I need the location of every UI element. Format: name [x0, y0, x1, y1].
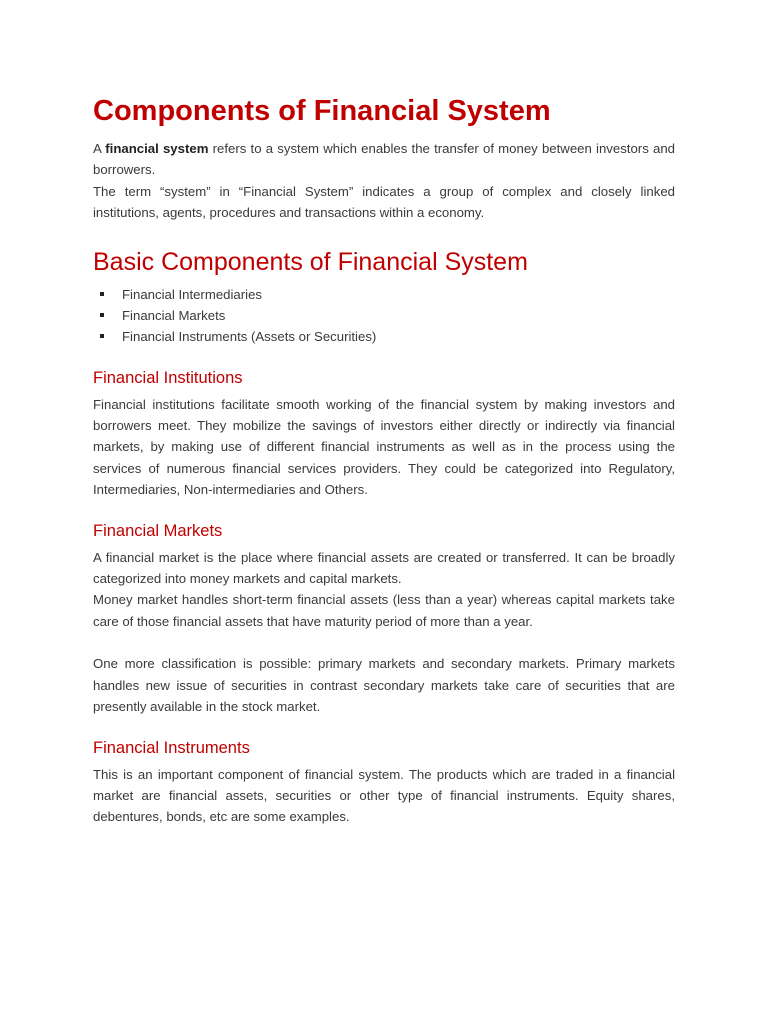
intro-paragraph-2: The term “system” in “Financial System” indicates a group of complex and closely linked institutions, agents, procedures and transactions within a economy.	[93, 183, 675, 221]
instruments-paragraph: This is an important component of financial system. The products which are traded in a financial market are financial assets, securities or other type of financial instruments. Equity shares, debentures, bonds, etc are some examples.	[93, 766, 675, 825]
institutions-heading: Financial Institutions	[93, 368, 243, 387]
instruments-heading: Financial Instruments	[93, 738, 250, 757]
intro-prefix: A	[93, 141, 106, 156]
intro-rest: refers to a system which enables the transfer of money between investors and borrowers.	[93, 141, 675, 178]
list-item	[93, 284, 675, 305]
square-bullet-icon	[100, 313, 104, 317]
list-item-label: Financial Instruments (Assets or Securities)	[122, 328, 377, 344]
square-bullet-icon	[100, 292, 104, 296]
list-item	[93, 326, 675, 347]
basic-components-list	[93, 284, 675, 347]
square-bullet-icon	[100, 334, 104, 338]
markets-paragraph-1: A financial market is the place where financial assets are created or transferred. It can be broadly categorized into money markets and capital markets.	[93, 549, 675, 587]
list-item-label: Financial Markets	[122, 307, 226, 323]
markets-paragraph-2: Money market handles short-term financial assets (less than a year) whereas capital markets take care of those financial assets that have maturity period of more than a year.	[93, 592, 675, 629]
institutions-paragraph: Financial institutions facilitate smooth working of the financial system by making investors and borrowers meet. They mobilize the savings of investors either directly or indirectly via financial markets, by making use of different financial instruments as well as in the process using the services of numerous financial services providers. They could be categorized into Regulatory, Intermediaries, Non-intermediaries and Others.	[93, 396, 675, 498]
intro-bold-term: financial system	[105, 141, 209, 156]
intro-paragraph	[93, 138, 675, 181]
list-item-label: Financial Intermediaries	[122, 286, 262, 302]
intro-section	[93, 138, 675, 224]
page-title: Components of Financial System	[93, 95, 551, 127]
document-page	[93, 92, 675, 828]
basic-components-heading: Basic Components of Financial System	[93, 247, 528, 276]
markets-heading: Financial Markets	[93, 521, 223, 540]
markets-paragraph-3: One more classification is possible: primary markets and secondary markets. Primary markets handles new issue of securities in contrast secondary markets take care of securities that are presently available in the stock market.	[93, 656, 675, 715]
list-item	[93, 305, 675, 326]
